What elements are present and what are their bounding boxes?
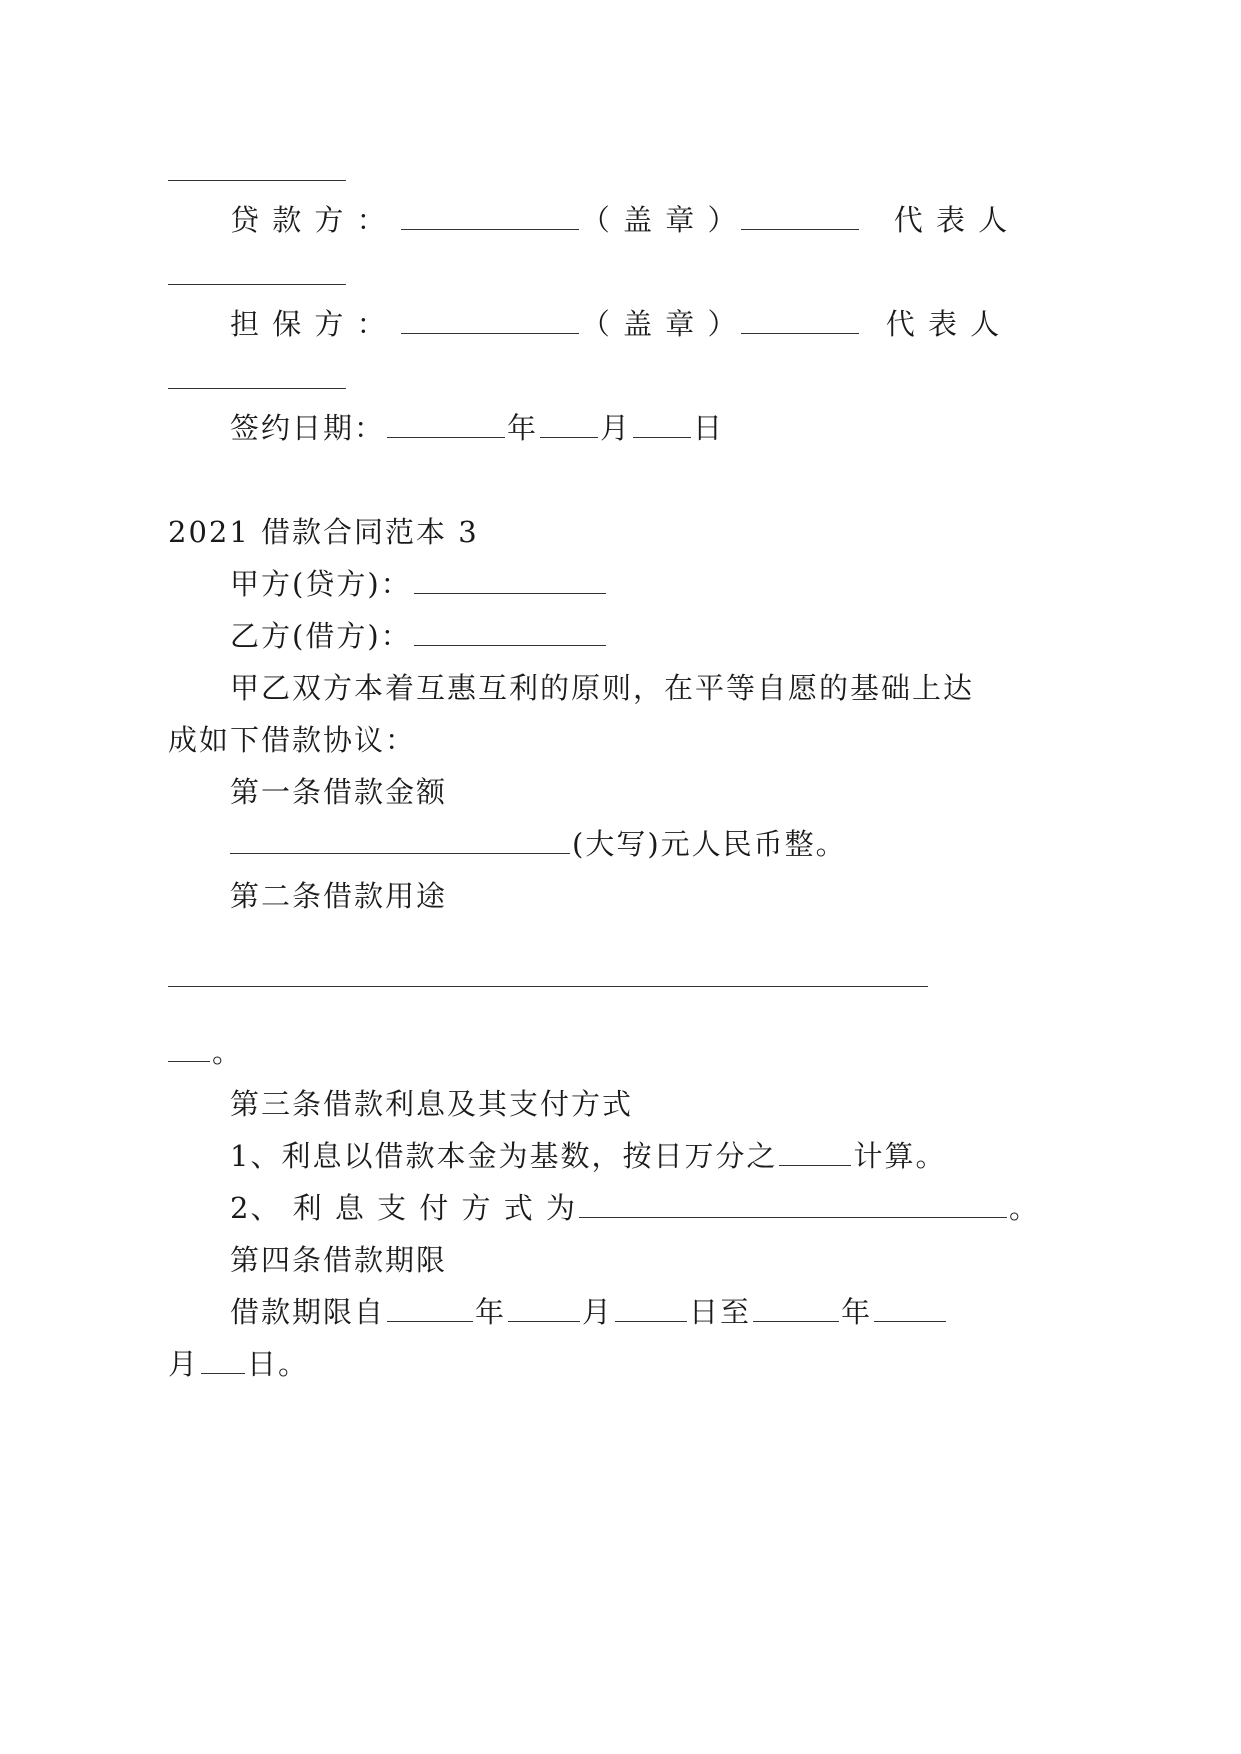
loan-term-text: 借款期限自 — [230, 1295, 386, 1329]
interest-payment-text: 2、 利 息 支 付 方 式 为 — [230, 1191, 577, 1225]
article-1-amount-line — [230, 824, 847, 864]
amount-text: (大写)元人民币整。 — [572, 827, 847, 861]
lender-label: 贷 款 方 ： — [230, 203, 388, 237]
guarantor-label: 担 保 方 ： — [230, 307, 388, 341]
end-month-label: 月 — [168, 1347, 200, 1381]
lender-rep: 代 表 人 — [893, 203, 1010, 237]
signature-blank-rule — [168, 180, 346, 181]
start-day-label: 日至 — [689, 1295, 752, 1329]
party-b-label: 乙方(借方)： — [230, 619, 412, 653]
day-label: 日 — [693, 411, 725, 445]
guarantor-name-blank — [401, 309, 579, 334]
guarantor-seal: （ 盖 章 ） — [580, 307, 739, 341]
loan-term-line-2 — [168, 1344, 309, 1384]
party-b-blank — [414, 621, 606, 646]
interest-rate-blank — [779, 1141, 851, 1166]
party-b-line — [230, 616, 608, 656]
year-label: 年 — [507, 411, 539, 445]
start-month-label: 月 — [582, 1295, 614, 1329]
contract-title: 2021 借款合同范本 3 — [168, 515, 479, 549]
interest-payment-line — [230, 1188, 1040, 1228]
start-year-blank — [387, 1297, 473, 1322]
end-day-blank — [201, 1349, 245, 1374]
end-day-label: 日。 — [247, 1347, 310, 1381]
guarantor-seal-blank — [741, 309, 859, 334]
article-3-title: 第三条借款利息及其支付方式 — [230, 1087, 634, 1121]
guarantor-rep: 代 表 人 — [885, 307, 1002, 341]
article-4-title: 第四条借款期限 — [230, 1243, 448, 1277]
lender-seal: （ 盖 章 ） — [580, 203, 739, 237]
end-month-blank — [874, 1297, 946, 1322]
intro-paragraph-line-2: 成如下借款协议： — [168, 723, 417, 757]
end-year-label: 年 — [841, 1295, 873, 1329]
lender-seal-blank — [741, 205, 859, 230]
loan-purpose-blank-rule — [168, 986, 928, 987]
guarantor-signature-line — [230, 304, 1001, 344]
signing-date-line — [230, 408, 724, 448]
guarantor-rep-blank-rule — [168, 388, 346, 389]
start-year-label: 年 — [475, 1295, 507, 1329]
interest-payment-blank — [579, 1193, 1007, 1218]
day-blank — [633, 413, 691, 438]
signing-date-label: 签约日期： — [230, 411, 386, 445]
lender-name-blank — [401, 205, 579, 230]
loan-purpose-end-mark: 。 — [212, 1035, 244, 1069]
interest-rate-text: 1、利息以借款本金为基数，按日万分之 — [230, 1139, 778, 1173]
start-month-blank — [508, 1297, 580, 1322]
party-a-label: 甲方(贷方)： — [230, 567, 412, 601]
lender-rep-blank-rule — [168, 284, 346, 285]
loan-term-line — [230, 1292, 948, 1332]
loan-purpose-blank-end — [168, 1037, 210, 1062]
interest-payment-end: 。 — [1008, 1191, 1040, 1225]
article-2-title: 第二条借款用途 — [230, 879, 448, 913]
month-blank — [540, 413, 598, 438]
start-day-blank — [615, 1297, 687, 1322]
year-blank — [387, 413, 505, 438]
interest-rate-suffix: 计算。 — [853, 1139, 947, 1173]
party-a-line — [230, 564, 608, 604]
article-1-title: 第一条借款金额 — [230, 775, 448, 809]
party-a-blank — [414, 569, 606, 594]
month-label: 月 — [600, 411, 632, 445]
end-year-blank — [753, 1297, 839, 1322]
lender-signature-line — [230, 200, 1009, 240]
interest-rate-line — [230, 1136, 946, 1176]
intro-paragraph-line-1: 甲乙双方本着互惠互利的原则，在平等自愿的基础上达 — [230, 671, 975, 705]
amount-blank — [230, 829, 570, 854]
loan-purpose-end-line — [168, 1032, 243, 1072]
